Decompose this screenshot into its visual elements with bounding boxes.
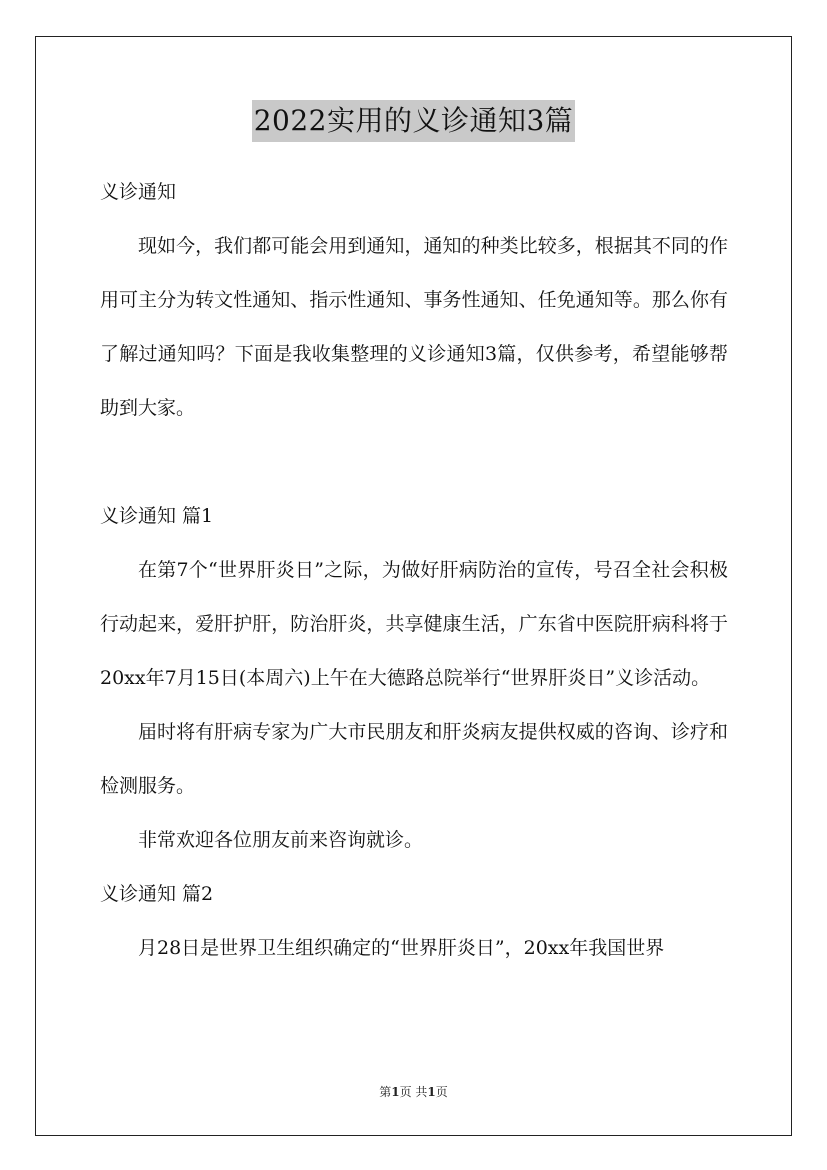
- document-title: 2022实用的义诊通知3篇: [252, 100, 576, 142]
- section-heading-2: 义诊通知 篇2: [100, 883, 214, 905]
- footer-page-number: 1: [391, 1085, 400, 1099]
- page-footer: [0, 1083, 827, 1100]
- paragraph-1-2: 届时将有肝病专家为广大市民朋友和肝炎病友提供权威的咨询、诊疗和检测服务。: [100, 721, 728, 797]
- footer-total-suffix: 页: [435, 1085, 448, 1099]
- footer-total-pages: 1: [427, 1085, 436, 1099]
- section-heading-intro: 义诊通知: [100, 181, 177, 203]
- paragraph-2-1: 月28日是世界卫生组织确定的“世界肝炎日”，20xx年我国世界: [138, 937, 665, 959]
- paragraph-1-1: 在第7个“世界肝炎日”之际，为做好肝病防治的宣传，号召全社会积极行动起来，爱肝护肝，防治肝炎，共享健康生活，广东省中医院肝病科将于20xx年7月15日(本周六)上午在大德路总院举行“世界肝炎日”义诊活动。: [100, 559, 728, 689]
- document-body: [100, 165, 728, 975]
- footer-page-prefix: 第: [379, 1085, 392, 1099]
- paragraph-1-3: 非常欢迎各位朋友前来咨询就诊。: [138, 829, 424, 851]
- footer-page-suffix: 页 共: [399, 1085, 428, 1099]
- intro-paragraph: 现如今，我们都可能会用到通知，通知的种类比较多，根据其不同的作用可主分为转文性通知、指示性通知、事务性通知、任免通知等。那么你有了解过通知吗？下面是我收集整理的义诊通知3篇，仅供参考，希望能够帮助到大家。: [100, 235, 728, 419]
- document-title-container: [0, 100, 827, 142]
- section-heading-1: 义诊通知 篇1: [100, 505, 214, 527]
- blank-line: [100, 435, 728, 489]
